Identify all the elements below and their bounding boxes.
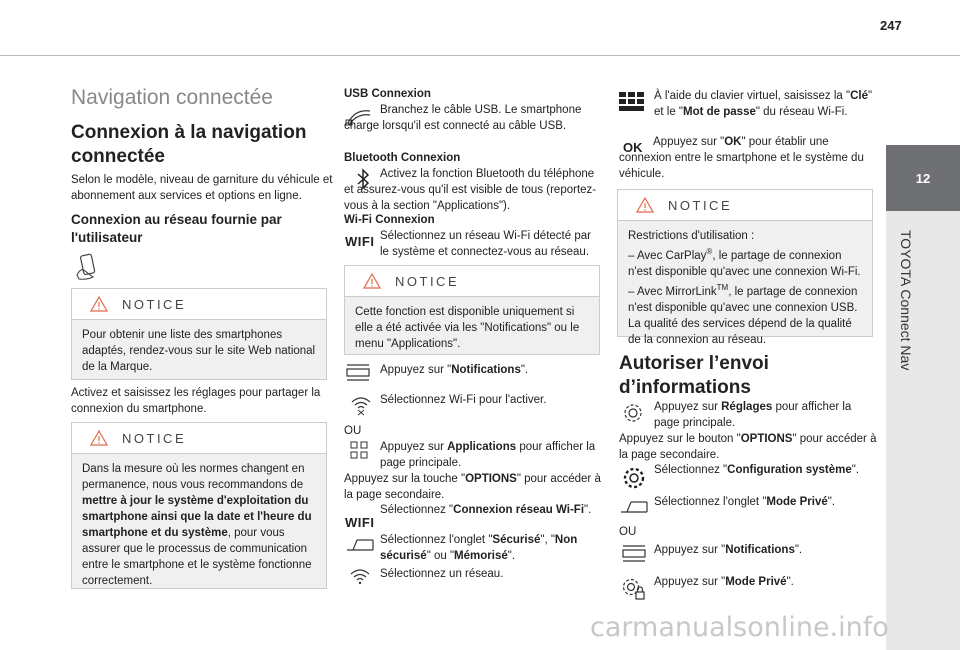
usb-block (344, 86, 606, 102)
wifi-icon: WIFI (345, 234, 375, 249)
wifi-off-icon (350, 394, 372, 416)
notifications-icon (621, 543, 647, 565)
step-keyboard: À l'aide du clavier virtuel, saisissez la "Clé" et le "Mot de passe" du réseau Wi-Fi. (654, 90, 873, 118)
settings-gear-icon (622, 402, 644, 424)
tab-select-icon (619, 498, 649, 516)
notice-text: Pour obtenir une liste des smartphones adaptés, rendez-vous sur le site Web national de la Marque. (82, 329, 316, 373)
private-mode-gear-lock-icon (621, 576, 647, 602)
smartphone-hand-icon (73, 253, 103, 281)
watermark: carmanualsonline.info (590, 612, 889, 643)
step-options: Appuyez sur la touche "OPTIONS" pour accéder à la page secondaire. (344, 473, 601, 501)
chapter-tab[interactable]: 12 (886, 145, 960, 211)
notice-box-3 (344, 265, 600, 355)
notice-box-4 (617, 189, 873, 346)
warning-icon (363, 273, 381, 289)
usb-title: USB Connexion (344, 88, 431, 100)
intro-text: Selon le modèle, niveau de garniture du véhicule et abonnement aux services et options en ligne. (71, 174, 333, 202)
keyboard-icon (619, 92, 645, 112)
step-wifi-connexion: Sélectionnez "Connexion réseau Wi-Fi". (380, 504, 592, 516)
notice-label: NOTICE (668, 197, 733, 213)
system-config-icon (621, 466, 647, 490)
applications-grid-icon (350, 441, 370, 461)
wifi-icon (349, 568, 371, 586)
step-notifications: Appuyez sur "Notifications". (380, 364, 529, 376)
step-applications: Appuyez sur Applications pour afficher la page principale. (380, 441, 596, 469)
step-settings: Appuyez sur Réglages pour afficher la page principale. (654, 401, 852, 429)
subheading: Connexion au réseau fournie par l'utilisateur (71, 212, 282, 245)
step-private-mode: Appuyez sur "Mode Privé". (654, 576, 794, 588)
chapter-title: TOYOTA Connect Nav (898, 230, 914, 371)
or-text: OU (344, 425, 362, 437)
wifi-icon: WIFI (345, 515, 375, 530)
notice-label: NOTICE (122, 430, 187, 446)
ok-icon: OK (623, 140, 643, 155)
usb-text: Branchez le câble USB. Le smartphone charge lorsqu'il est connecté au câble USB. (344, 104, 582, 132)
bluetooth-title: Bluetooth Connexion (344, 152, 461, 164)
step-ok: Appuyez sur "OK" pour établir une connexion entre le smartphone et le système du véhicule. (619, 136, 864, 180)
notice-text: Cette fonction est disponible uniquement si elle a été activée via les "Notifications" ou le menu "Applications". (355, 306, 580, 350)
step-private-mode-tab: Sélectionnez l'onglet "Mode Privé". (654, 496, 836, 508)
warning-icon (90, 296, 108, 312)
notice-label: NOTICE (122, 296, 187, 312)
step-select-network: Sélectionnez un réseau. (380, 568, 504, 580)
wifi-text: Sélectionnez un réseau Wi-Fi détecté par le système et connectez-vous au réseau. (380, 230, 591, 258)
notice-box-2 (71, 422, 327, 589)
step-notifications-2: Appuyez sur "Notifications". (654, 544, 803, 556)
or-text: OU (619, 526, 637, 538)
notifications-icon (345, 362, 371, 384)
page-number: 247 (880, 18, 902, 33)
wifi-title: Wi-Fi Connexion (344, 214, 435, 226)
section-heading: Autoriser l’envoi d’informations (619, 353, 769, 398)
page-heading: Connexion à la navigation connectée (71, 122, 307, 167)
step-wifi-activate: Sélectionnez Wi-Fi pour l'activer. (380, 394, 547, 406)
section-title: Navigation connectée (71, 86, 273, 109)
tab-select-icon (345, 536, 375, 554)
step-system-config: Sélectionnez "Configuration système". (654, 464, 860, 476)
warning-icon (90, 430, 108, 446)
notice-box-1 (71, 288, 327, 380)
step-options-2: Appuyez sur le bouton "OPTIONS" pour accéder à la page secondaire. (619, 433, 877, 461)
notice-label: NOTICE (395, 273, 460, 289)
notice-text: Dans la mesure où les normes changent en permanence, nous vous recommandons de mettre à jour le système d'exploitation du smartphone ainsi que la date et l'heure du smartphone et du système, pour vous assurer que le processus de communication entre le smartphone et le système fonctionne correctement. (82, 463, 312, 587)
activate-text: Activez et saisissez les réglages pour partager la connexion du smartphone. (71, 387, 321, 415)
notice-text: Restrictions d'utilisation : – Avec CarPlay®, le partage de connexion n'est disponible qu'avec une connexion Wi-Fi. – Avec MirrorLink™, le partage de connexion n'est disponible qu'avec une connexion USB. La qualité des services dépend de la qualité de la connexion au réseau. (628, 230, 861, 346)
bluetooth-text: Activez la fonction Bluetooth du téléphone et assurez-vous qu'il est visible de tous (reportez-vous à la section "Applications"). (344, 168, 597, 212)
header-rule (0, 55, 960, 56)
step-select-tab: Sélectionnez l'onglet "Sécurisé", "Non sécurisé" ou "Mémorisé". (380, 534, 578, 562)
warning-icon (636, 197, 654, 213)
